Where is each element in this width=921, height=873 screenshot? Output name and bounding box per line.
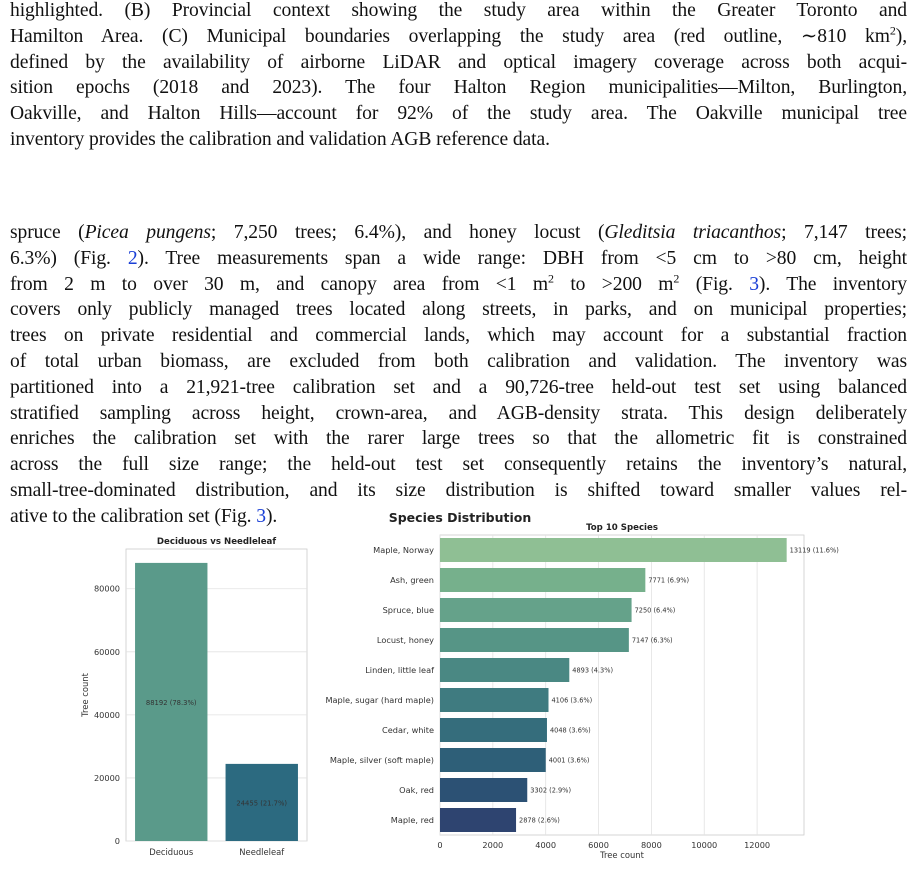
species-bar [440, 658, 569, 682]
text-line: Hamilton Area. (C) Municipal boundaries overlapping the study area (red outline, ∼810 $km^2$), [10, 23, 907, 47]
text-line: highlighted. (B) Provincial context showing the study area within the Greater Toronto and [10, 0, 907, 21]
x-tick-label: Deciduous [149, 847, 194, 857]
species-distribution-figure [0, 505, 921, 873]
x-tick-label: 4000 [535, 840, 557, 850]
text-line: ative to the calibration set (Fig. 3). [10, 505, 278, 527]
bar-value-label: 2878 (2.6%) [519, 816, 560, 825]
bar-value-label: 3302 (2.9%) [530, 786, 572, 795]
species-bar [440, 808, 516, 832]
text-line: sition epochs (2018 and 2023). The four Halton Region municipalities—Milton, Burlington, [10, 77, 907, 99]
text-line: covers only publicly managed trees located along streets, in parks, and on municipal properties; [10, 299, 907, 321]
species-label: Cedar, white [382, 725, 434, 735]
y-tick-label: 40000 [93, 709, 120, 720]
y-tick-label: 80000 [93, 583, 120, 594]
text-line: enriches the calibration set with the rarer large trees so that the allometric fit is constrained [10, 428, 907, 450]
x-tick-label: 0 [437, 840, 443, 850]
species-label: Ash, green [390, 575, 434, 585]
bar-value-label: 7250 (6.4%) [634, 606, 676, 615]
species-bar [440, 748, 546, 772]
x-tick-label: 10000 [691, 840, 718, 850]
text-line: from 2 m to over 30 m, and canopy area from <1 $m^2$ to >200 $m^2$ (Fig. 3). The inventory [10, 271, 907, 295]
y-tick-label: 0 [114, 836, 120, 846]
text-line: across the full size range; the held-out test set consequently retains the inventory’s natural, [10, 454, 907, 476]
species-label: Locust, honey [376, 635, 434, 645]
bar-value-label: 13119 (11.6%) [789, 546, 839, 555]
species-label: Maple, Norway [373, 545, 434, 555]
body-paragraph [10, 220, 907, 530]
species-label: Maple, silver (soft maple) [329, 755, 434, 765]
text-line: trees on private residential and commercial lands, which may account for a substantial fraction [10, 325, 907, 347]
text-line: small-tree-dominated distribution, and its size distribution is shifted toward smaller values rel- [10, 479, 907, 501]
species-label: Maple, sugar (hard maple) [325, 695, 434, 705]
chart-title: Top 10 Species [586, 523, 658, 533]
species-bar [440, 718, 547, 742]
bar-value-label: 4001 (3.6%) [548, 756, 590, 765]
y-tick-label: 20000 [93, 772, 120, 783]
species-label: Spruce, blue [382, 605, 434, 615]
x-tick-label: 12000 [744, 840, 771, 850]
bar-value-label: 4893 (4.3%) [572, 666, 614, 675]
figure-caption-text [10, 0, 907, 153]
text-line: spruce (Picea pungens; 7,250 trees; 6.4%), and honey locust (Gleditsia triacanthos; 7,147 trees; [10, 222, 908, 243]
bar-value-label: 4048 (3.6%) [549, 726, 591, 735]
species-bar [440, 568, 645, 592]
top-species-chart [325, 523, 838, 860]
species-bar [440, 628, 629, 652]
species-bar [440, 688, 548, 712]
x-tick-label: 6000 [588, 840, 609, 850]
text-line: of total urban biomass, are excluded from both calibration and validation. The inventory was [10, 350, 907, 372]
species-bar [440, 538, 787, 562]
text-line: inventory provides the calibration and validation AGB reference data. [10, 128, 550, 150]
x-tick-label: 8000 [640, 840, 662, 850]
species-bar [440, 778, 527, 802]
figure-suptitle: Species Distribution [388, 510, 532, 525]
bar-value-label: 7771 (6.9%) [648, 576, 690, 585]
bar-value-label: 24455 (21.7%) [236, 799, 288, 808]
y-axis-label: Tree count [80, 673, 90, 717]
text-line: stratified sampling across height, crown-area, and AGB-density strata. This design deliberately [10, 402, 907, 424]
species-label: Linden, little leaf [365, 665, 434, 675]
species-label: Maple, red [390, 815, 434, 825]
deciduous-needleleaf-chart [80, 537, 307, 857]
species-label: Oak, red [399, 785, 434, 795]
x-axis-label: Tree count [600, 850, 644, 860]
x-tick-label: Needleleaf [239, 847, 285, 857]
bar-value-label: 4106 (3.6%) [551, 696, 593, 705]
bar-value-label: 88192 (78.3%) [145, 698, 197, 707]
y-tick-label: 60000 [93, 646, 120, 657]
x-tick-label: 2000 [482, 840, 504, 850]
text-line: Oakville, and Halton Hills—account for 92% of the study area. The Oakville municipal tree [10, 103, 907, 125]
text-line: defined by the availability of airborne LiDAR and optical imagery coverage across both acqui- [10, 51, 907, 73]
text-line: partitioned into a 21,921-tree calibration set and a 90,726-tree held-out test set using balanced [10, 376, 907, 398]
text-line: 6.3%) (Fig. 2). Tree measurements span a wide range: DBH from <5 cm to >80 cm, height [10, 247, 907, 269]
chart-title: Deciduous vs Needleleaf [156, 537, 277, 547]
bar-value-label: 7147 (6.3%) [631, 636, 673, 645]
species-bar [440, 598, 632, 622]
